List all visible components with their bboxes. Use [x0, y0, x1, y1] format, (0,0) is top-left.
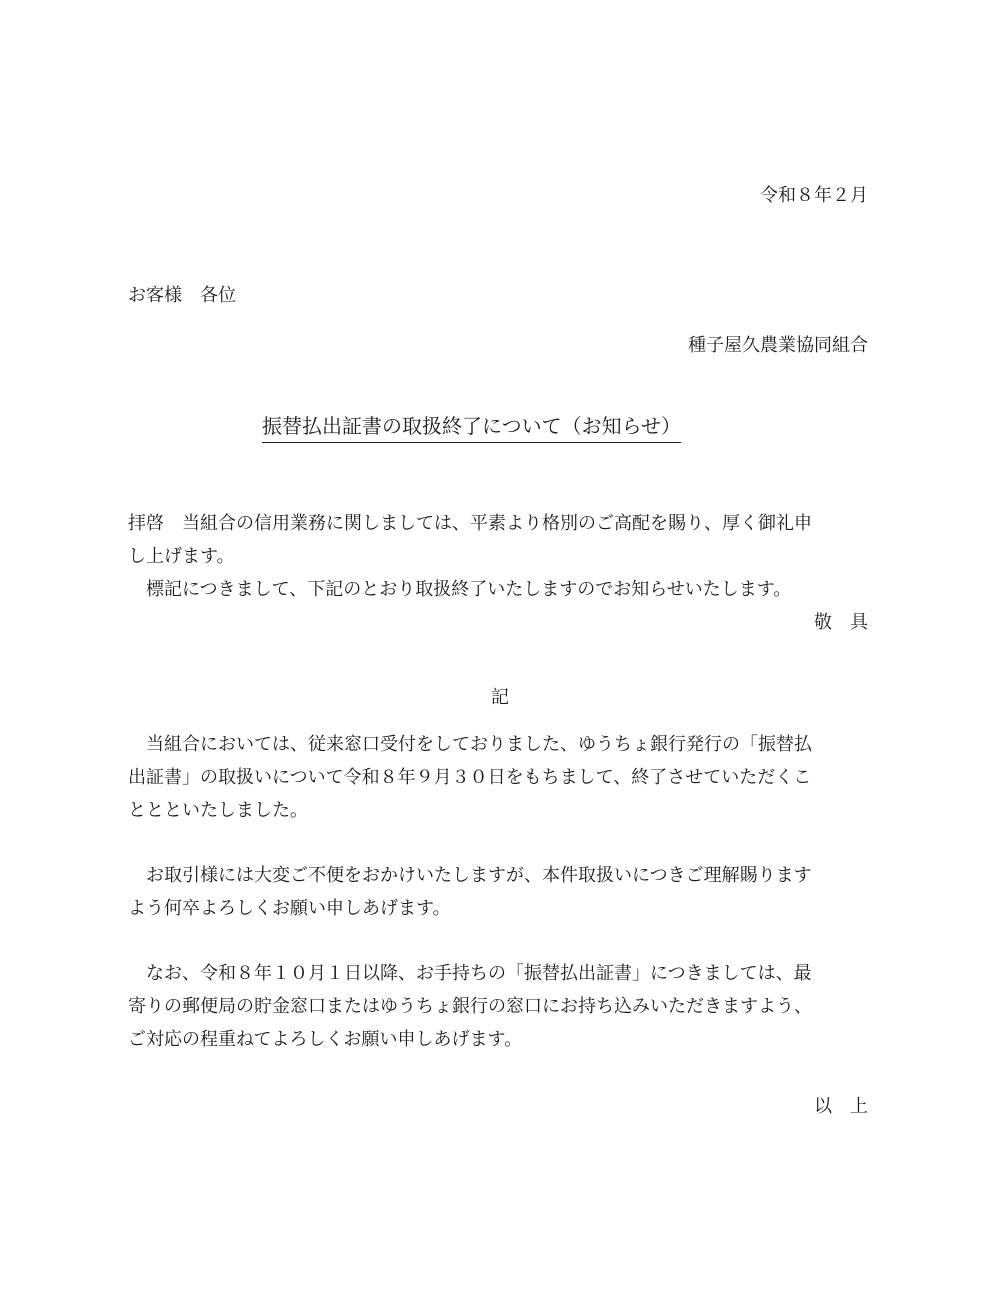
paragraph2-line-1: お取引様には大変ご不便をおかけいたしますが、本件取扱いにつきご理解賜ります	[128, 865, 812, 886]
date: 令和８年２月	[760, 185, 868, 206]
greeting-line-2: し上げます。	[128, 546, 235, 567]
closing-keigu: 敬 具	[814, 612, 868, 633]
closing-ijou: 以 上	[814, 1096, 868, 1117]
greeting-line-3: 標記につきまして、下記のとおり取扱終了いたしますのでお知らせいたします。	[128, 579, 792, 600]
paragraph3-line-1: なお、令和８年１０月１日以降、お手持ちの「振替払出証書」につきましては、最	[128, 963, 812, 984]
greeting-line-1: 拝啓 当組合の信用業務に関しましては、平素より格別のご高配を賜り、厚く御礼申	[128, 513, 812, 534]
paragraph3-line-3: ご対応の程重ねてよろしくお願い申しあげます。	[128, 1029, 523, 1050]
paragraph1-line-3: ととといたしました。	[128, 800, 308, 821]
paragraph1-line-1: 当組合においては、従来窓口受付をしておりました、ゆうちょ銀行発行の「振替払	[128, 734, 812, 755]
paragraph2-line-2: よう何卒よろしくお願い申しあげます。	[128, 898, 451, 919]
paragraph3-line-2: 寄りの郵便局の貯金窓口またはゆうちょ銀行の窓口にお持ち込みいただきますよう、	[128, 996, 812, 1017]
ki-heading: 記	[491, 687, 509, 708]
document-title: 振替払出証書の取扱終了について（お知らせ）	[262, 416, 681, 443]
sender-organization: 種子屋久農業協同組合	[688, 335, 868, 356]
recipient: お客様 各位	[128, 285, 236, 306]
paragraph1-line-2: 出証書」の取扱いについて令和８年９月３０日をもちまして、終了させていただくこ	[128, 767, 812, 788]
